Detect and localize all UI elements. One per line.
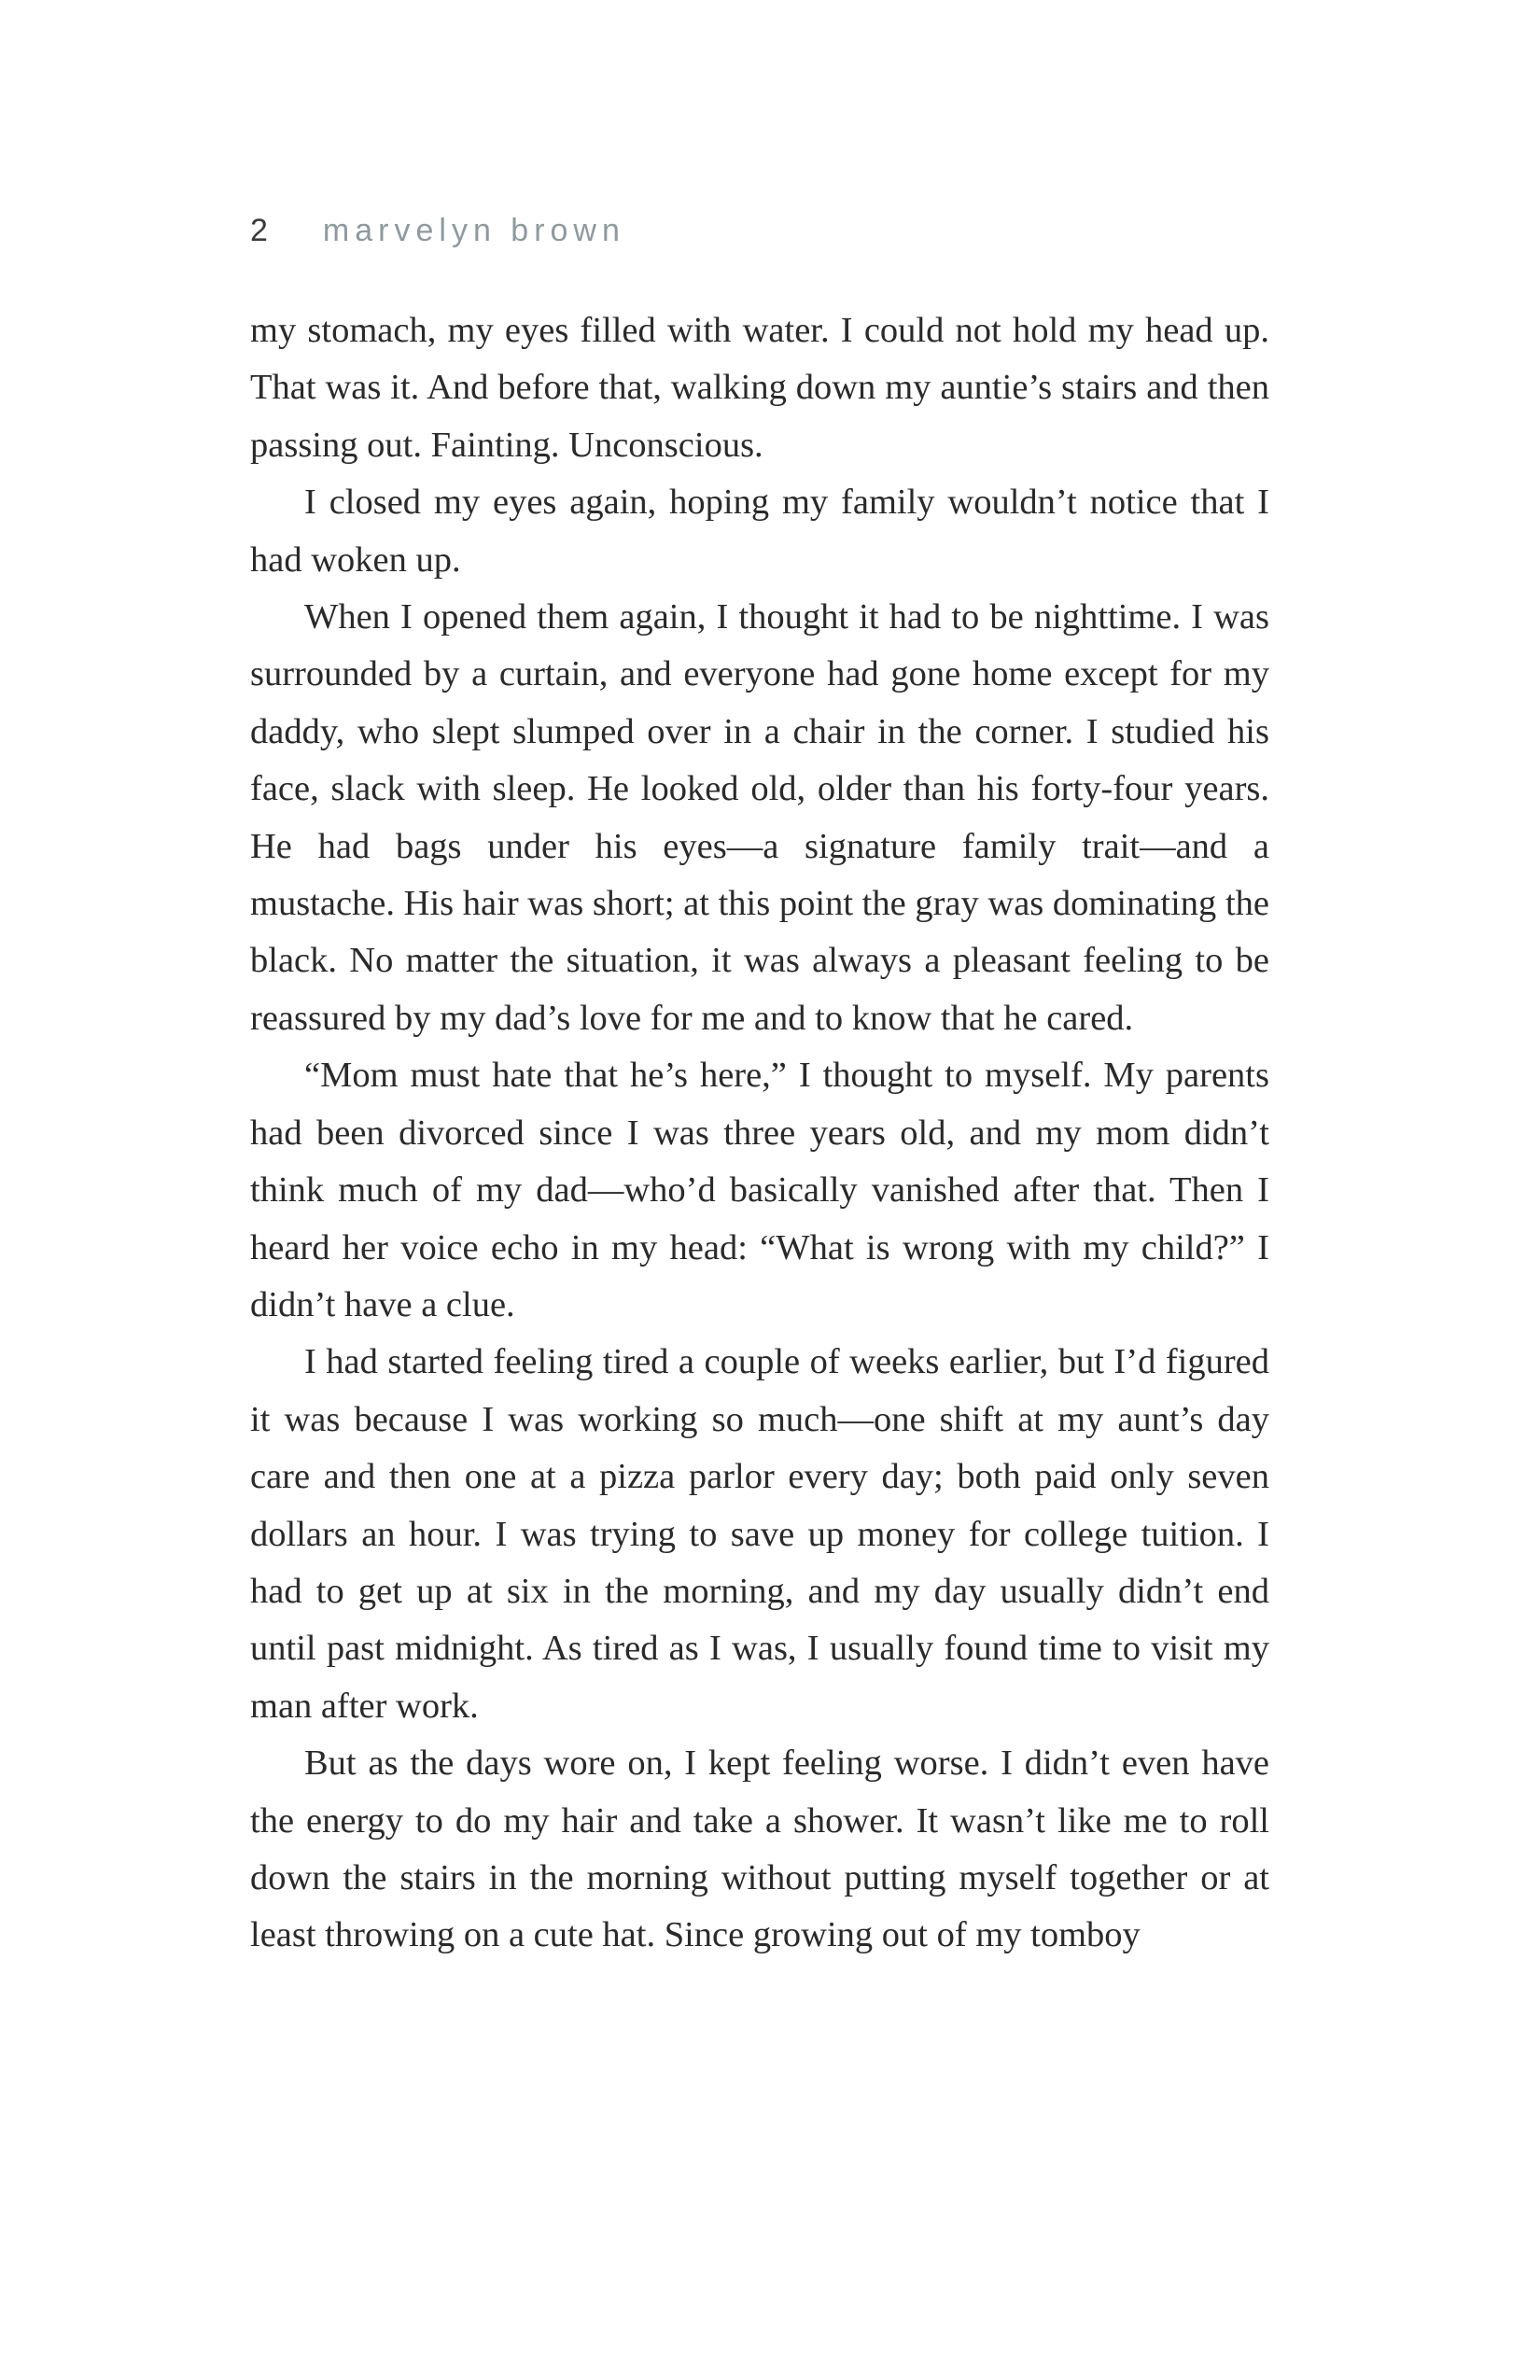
paragraph: When I opened them again, I thought it had to be nighttime. I was surrounded by a curtain, and everyone had gone home except for my daddy, who slept slumped over in a chair in the corner. I studied his face, slack with sleep. He looked old, older than his forty-four years. He had bags under his eyes—a signature family trait—and a mustache. His hair was short; at this point the gray was dominating the black. No matter the situation, it was always a pleasant feeling to be reassured by my dad’s love for me and to know that he cared.	[250, 597, 1269, 1038]
running-head	[250, 213, 625, 259]
paragraph: I had started feeling tired a couple of weeks earlier, but I’d figured it was because I was working so much—one shift at my aunt’s day care and then one at a pizza parlor every day; both paid only seven dollars an hour. I was trying to save up money for college tuition. I had to get up at six in the morning, and my day usually didn’t end until past midnight. As tired as I was, I usually found time to visit my man after work.	[250, 1342, 1269, 1726]
body-text	[250, 302, 1269, 1965]
paragraph: “Mom must hate that he’s here,” I thought to myself. My parents had been divorced since I was three years old, and my mom didn’t think much of my dad—who’d basically vanished after that. Then I heard her voice echo in my head: “What is wrong with my child?” I didn’t have a clue.	[250, 1056, 1269, 1324]
paragraph: I closed my eyes again, hoping my family wouldn’t notice that I had woken up.	[250, 483, 1269, 580]
page-number: 2	[250, 213, 269, 248]
paragraph: my stomach, my eyes filled with water. I could not hold my head up. That was it. And before that, walking down my auntie’s stairs and then passing out. Fainting. Unconscious.	[250, 311, 1269, 465]
paragraph: But as the days wore on, I kept feeling worse. I didn’t even have the energy to do my hair and take a shower. It wasn’t like me to roll down the stairs in the morning without putting myself together or at least throwing on a cute hat. Since growing out of my tomboy	[250, 1743, 1269, 1955]
running-head-author: marvelyn brown	[322, 213, 625, 248]
